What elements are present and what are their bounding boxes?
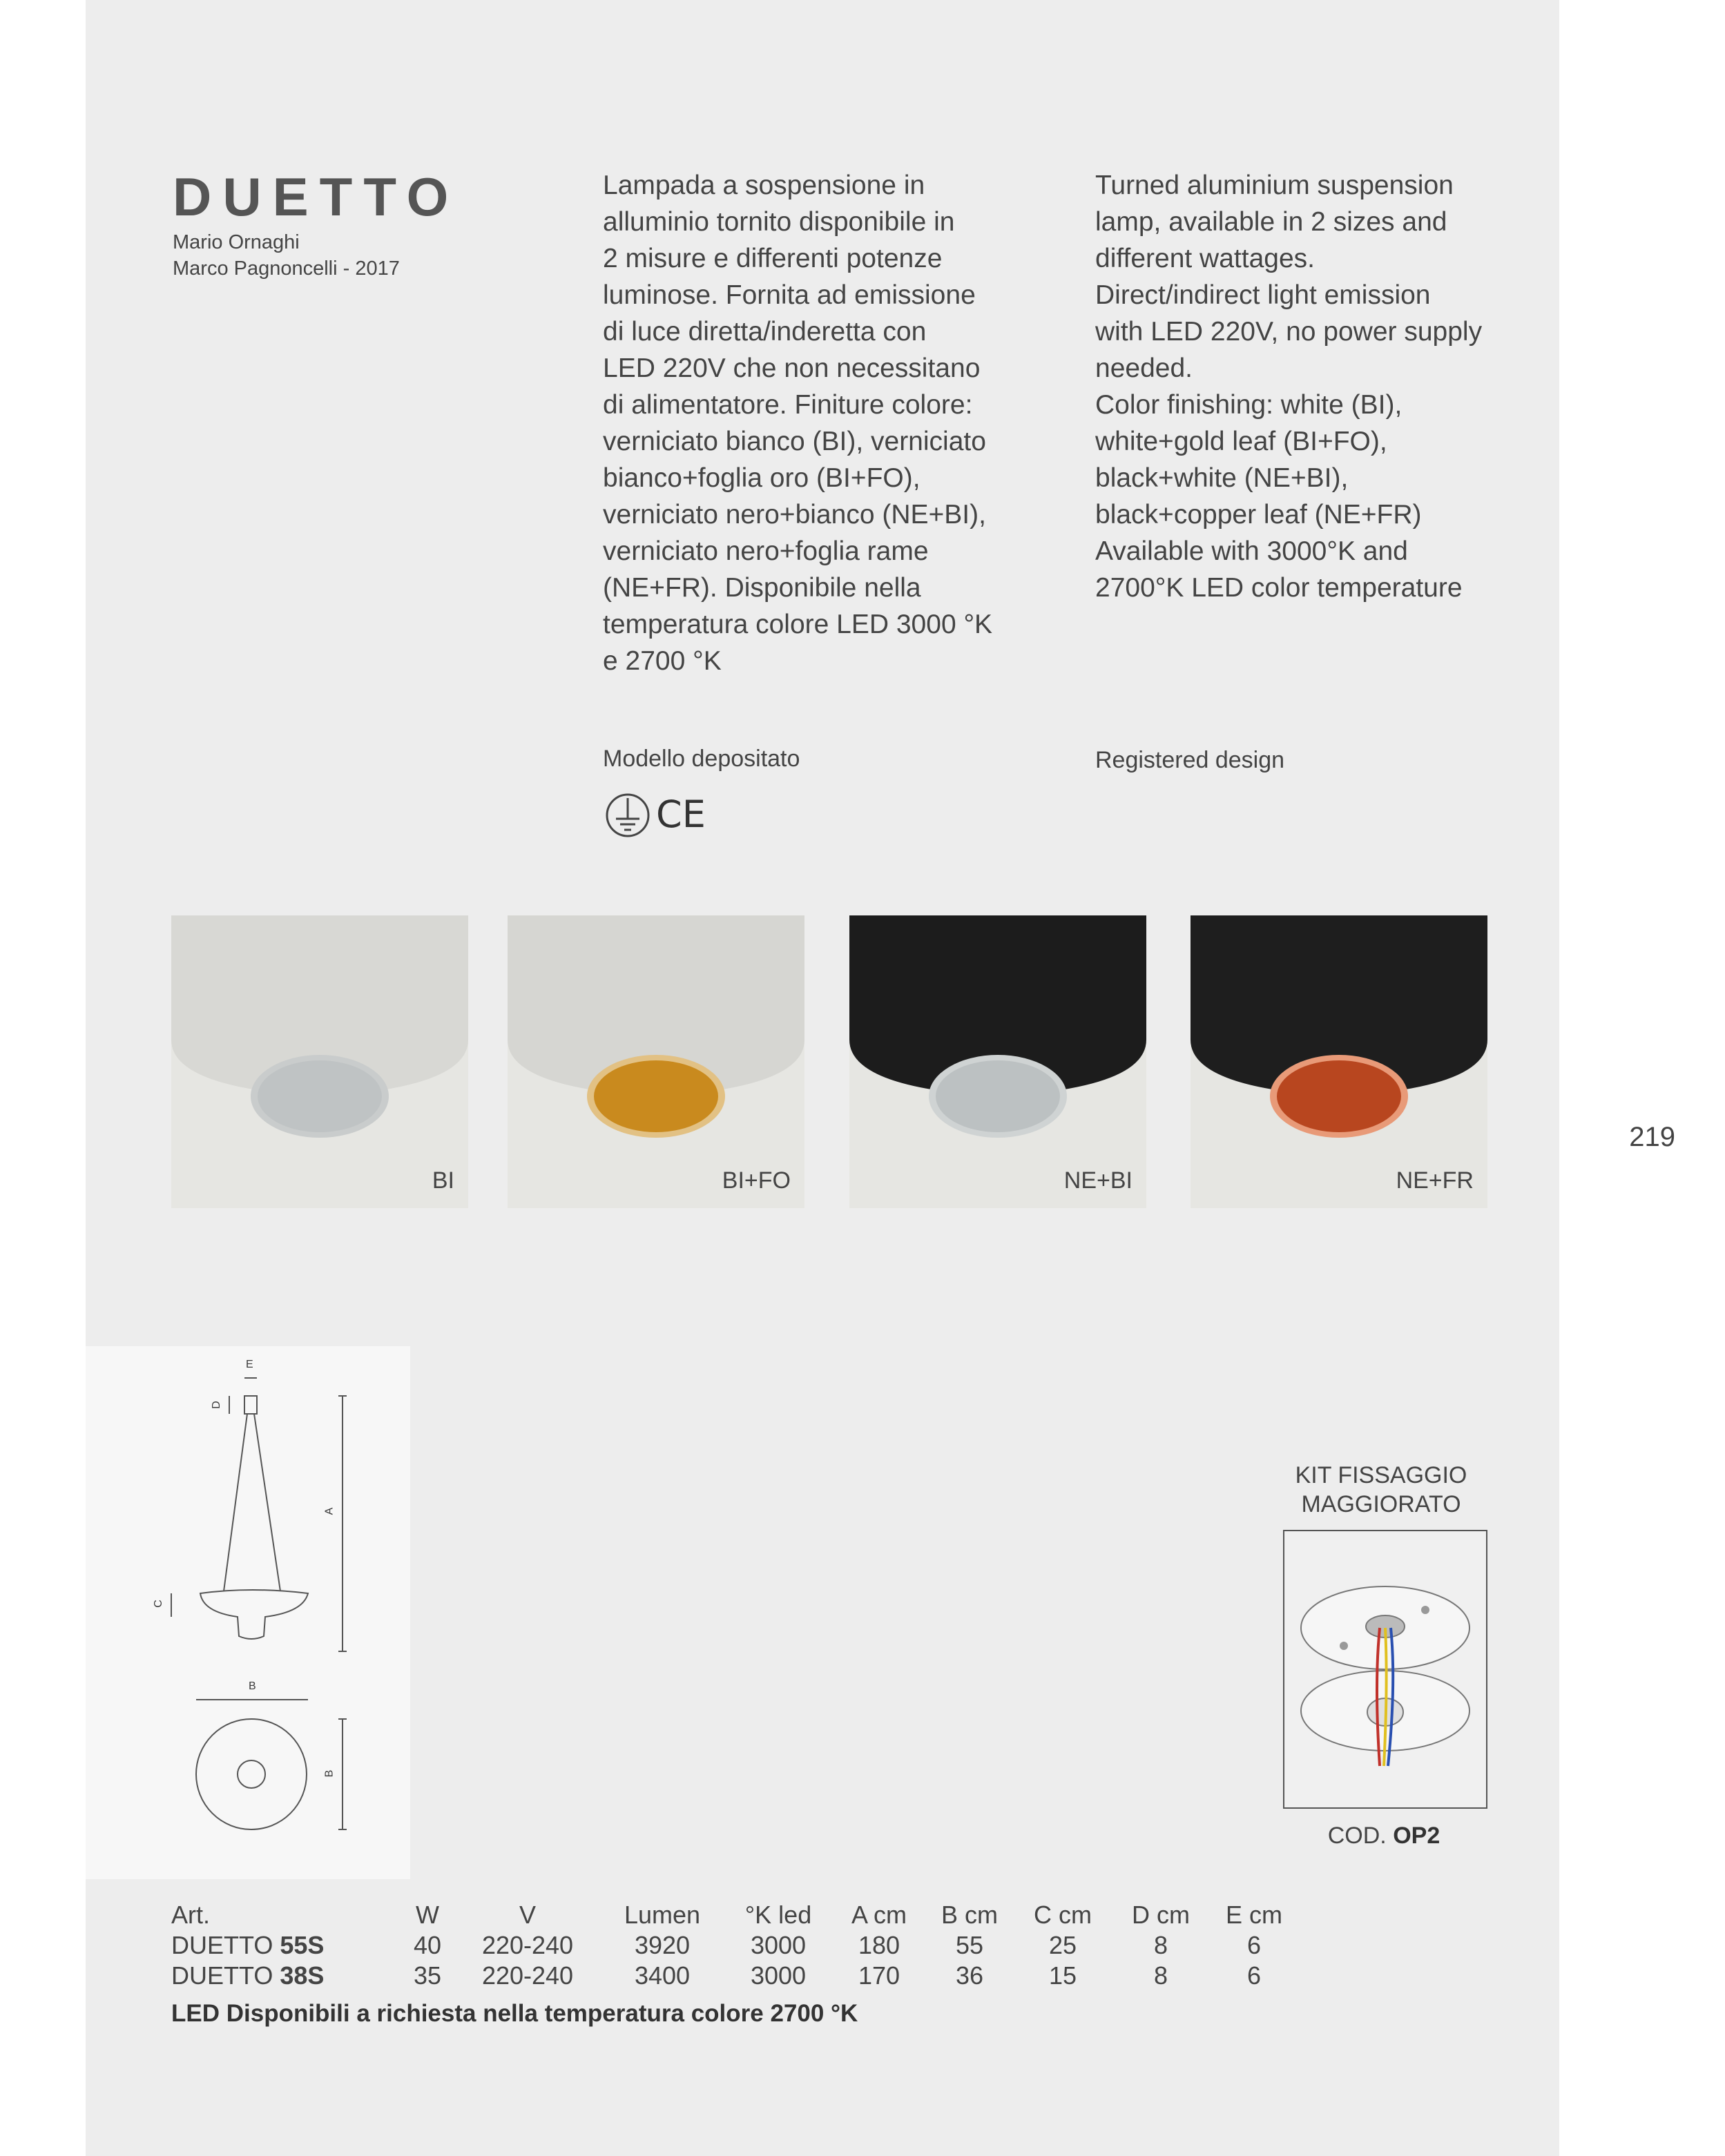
designer-credits [173, 229, 400, 282]
finish-code-label: NE+BI [1063, 1167, 1133, 1194]
description-line: Direct/indirect light emission [1095, 280, 1431, 310]
article-model: 55S [280, 1931, 325, 1959]
registered-design-it: Modello depositato [603, 746, 800, 772]
table-cell: 8 [1153, 1961, 1168, 1990]
kit-code [1283, 1823, 1485, 1849]
description-line: luminose. Fornita ad emissione [603, 280, 976, 310]
kit-code-prefix: COD. [1327, 1823, 1387, 1849]
description-line: temperatura colore LED 3000 °K [603, 610, 993, 639]
column-header: W [416, 1901, 439, 1929]
column-header: °K led [744, 1901, 812, 1929]
description-line: black+white (NE+BI), [1095, 463, 1349, 493]
column-header: Art. [171, 1901, 211, 1929]
column-header: V [519, 1901, 536, 1929]
description-line: Color finishing: white (BI), [1095, 390, 1403, 420]
registered-design-en: Registered design [1095, 747, 1285, 773]
table-cell: 3000 [750, 1961, 807, 1990]
description-line: di luce diretta/inderetta con [603, 317, 927, 347]
finish-photo-ne-fr [1191, 915, 1487, 1208]
ce-mark: CE [656, 793, 706, 836]
finish-photo-bi [171, 915, 468, 1208]
table-cell: 6 [1246, 1961, 1262, 1990]
description-line: lamp, available in 2 sizes and [1095, 207, 1447, 237]
table-row [171, 1961, 1289, 1991]
description-line: di alimentatore. Finiture colore: [603, 390, 973, 420]
description-line: verniciato bianco (BI), verniciato [603, 427, 986, 456]
table-cell: 55 [955, 1931, 984, 1959]
page-number: 219 [1629, 1122, 1675, 1152]
dimension-label-b-side: B [323, 1769, 336, 1778]
description-line: verniciato nero+bianco (NE+BI), [603, 500, 986, 530]
dimension-label-e: E [246, 1359, 253, 1370]
table-cell: 6 [1246, 1931, 1262, 1959]
kit-code-value: OP2 [1393, 1823, 1440, 1849]
column-header: B cm [941, 1901, 998, 1929]
table-cell: 15 [1048, 1961, 1077, 1990]
dimension-label-b-top: B [249, 1680, 256, 1692]
table-cell: 8 [1153, 1931, 1168, 1959]
description-line: bianco+foglia oro (BI+FO), [603, 463, 921, 493]
designer-name-1: Mario Ornaghi [173, 231, 300, 253]
specs-table [171, 1900, 1289, 1991]
table-cell: 3000 [750, 1931, 807, 1959]
description-line: black+copper leaf (NE+FR) [1095, 500, 1422, 530]
description-line: 2700°K LED color temperature [1095, 573, 1463, 603]
article-cell [171, 1930, 410, 1961]
ground-symbol-icon [605, 791, 653, 839]
finish-code-label: BI+FO [722, 1167, 791, 1194]
dimension-label-c: C [152, 1600, 164, 1608]
technical-drawing [86, 1346, 410, 1879]
table-cell: 3400 [634, 1961, 691, 1990]
description-line: Turned aluminium suspension [1095, 171, 1454, 200]
table-cell: 40 [413, 1931, 442, 1959]
table-cell: 220-240 [481, 1931, 574, 1959]
dimension-label-d: D [210, 1401, 222, 1409]
finish-photo-ne-bi [849, 915, 1146, 1208]
kit-title [1278, 1461, 1485, 1519]
footnote: LED Disponibili a richiesta nella temperatura colore 2700 °K [171, 2000, 858, 2027]
table-cell: 3920 [634, 1931, 691, 1959]
table-cell: 170 [858, 1961, 900, 1990]
description-english [1095, 167, 1482, 606]
table-cell: 180 [858, 1931, 900, 1959]
designer-name-2: Marco Pagnoncelli - 2017 [173, 258, 400, 280]
description-line: LED 220V che non necessitano [603, 353, 981, 383]
table-cell: 35 [413, 1961, 442, 1990]
article-name: DUETTO [171, 1961, 273, 1990]
product-title: DUETTO [173, 166, 460, 227]
description-line: different wattages. [1095, 244, 1315, 273]
description-line: white+gold leaf (BI+FO), [1095, 427, 1387, 456]
description-line: alluminio tornito disponibile in [603, 207, 955, 237]
column-header: A cm [851, 1901, 907, 1929]
description-line: e 2700 °K [603, 646, 722, 676]
kit-title-line-1: KIT FISSAGGIO [1295, 1462, 1467, 1488]
description-line: verniciato nero+foglia rame [603, 536, 929, 566]
description-line: 2 misure e differenti potenze [603, 244, 943, 273]
table-cell: 25 [1048, 1931, 1077, 1959]
table-row [171, 1930, 1289, 1961]
table-cell: 220-240 [481, 1961, 574, 1990]
kit-title-line-2: MAGGIORATO [1301, 1491, 1461, 1517]
column-header: D cm [1132, 1901, 1190, 1929]
description-line: Lampada a sospensione in [603, 171, 925, 200]
article-name: DUETTO [171, 1931, 273, 1959]
finish-photo-bi-fo [508, 915, 804, 1208]
table-header-row [171, 1900, 1289, 1930]
description-line: with LED 220V, no power supply [1095, 317, 1483, 347]
column-header: E cm [1225, 1901, 1282, 1929]
description-line: Available with 3000°K and [1095, 536, 1408, 566]
finish-code-label: BI [432, 1167, 454, 1194]
dimension-label-a: A [323, 1507, 336, 1515]
column-header: C cm [1034, 1901, 1092, 1929]
article-model: 38S [280, 1961, 325, 1990]
description-line: needed. [1095, 353, 1193, 383]
description-line: (NE+FR). Disponibile nella [603, 573, 921, 603]
kit-image [1283, 1530, 1487, 1809]
table-cell: 36 [955, 1961, 984, 1990]
description-italian [603, 167, 992, 679]
finish-code-label: NE+FR [1396, 1167, 1474, 1194]
article-cell [171, 1961, 410, 1991]
column-header: Lumen [624, 1901, 701, 1929]
